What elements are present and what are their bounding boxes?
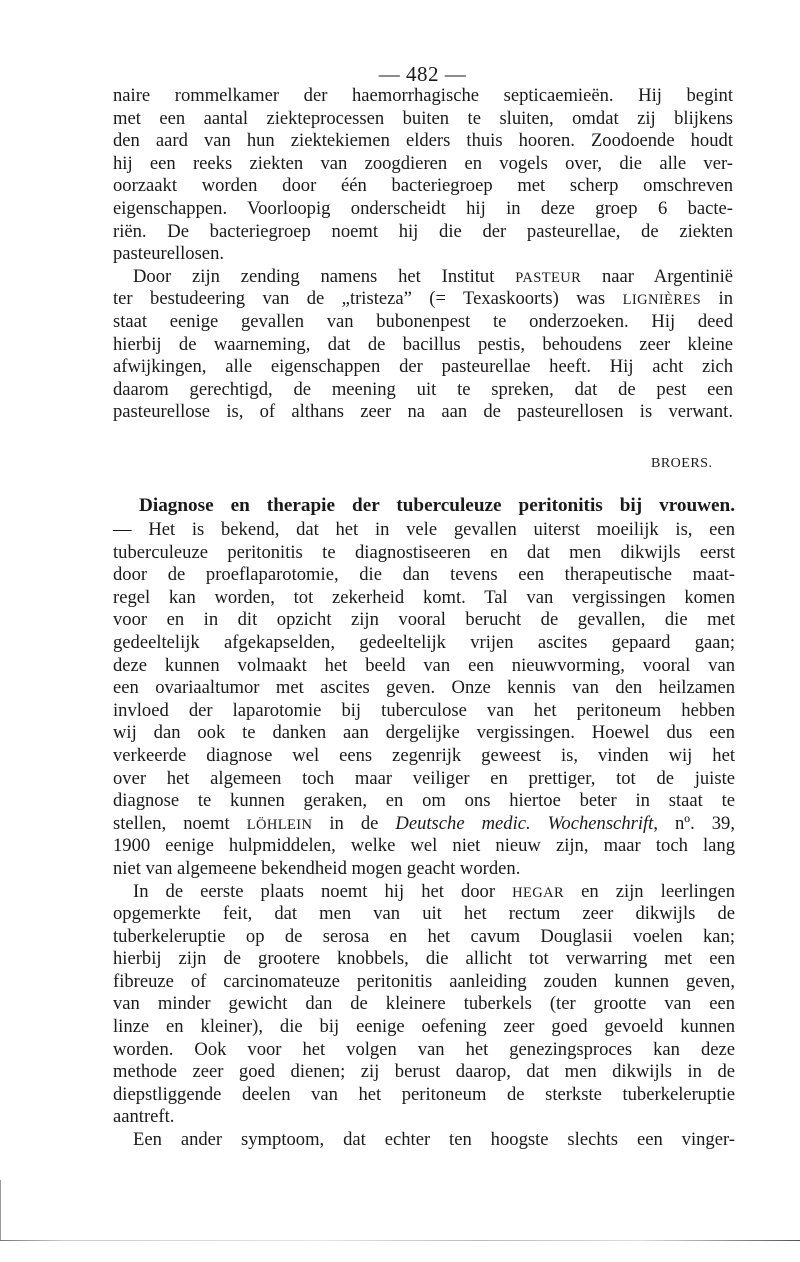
text-line: opgemerkte feit, dat men van uit het rectum zeer dikwijls de (113, 903, 735, 925)
scan-edge-mark (0, 1180, 1, 1240)
text-line: regel kan worden, tot zekerheid komt. Tal van vergissingen komen (113, 586, 735, 608)
text-line: tuberkeleruptie op de serosa en het cavum Douglasii voelen kan; (113, 925, 735, 947)
text-line: ter bestudeering van de „tristeza” (= Texaskoorts) was LIGNIÈRES in (113, 288, 733, 310)
text-line: afwijkingen, alle eigenschappen der pasteurellae heeft. Hij acht zich (113, 356, 733, 378)
author-name-hegar: HEGAR (512, 884, 565, 901)
text-line: hierbij zijn de grootere knobbels, die allicht tot verwarring met een (113, 948, 735, 970)
text-line: hierbij de waarneming, dat de bacillus pestis, behoudens zeer kleine (113, 333, 733, 355)
text-line: diepstliggende deelen van het peritoneum de sterkste tuberkeleruptie (113, 1083, 735, 1105)
text-line: Een ander symptoom, dat echter ten hoogste slechts een vinger- (133, 1129, 735, 1151)
author-signature: BROERS. (651, 456, 713, 471)
author-name-pasteur: PASTEUR (515, 269, 582, 286)
text-line: verkeerde diagnose wel eens zegenrijk geweest is, vinden wij het (113, 744, 735, 766)
text-line: staat eenige gevallen van bubonenpest te onderzoeken. Hij deed (113, 310, 733, 332)
text-line: diagnose te kunnen geraken, en om ons hiertoe beter in staat te (113, 790, 735, 812)
article (113, 495, 735, 1152)
text-line: riën. De bacteriegroep noemt hij die der pasteurellae, de ziekten (113, 220, 733, 242)
text-line: — Het is bekend, dat het in vele gevallen uiterst moeilijk is, een (113, 519, 735, 540)
text-line: den aard van hun ziektekiemen elders thuis hooren. Zoodoende houdt (113, 130, 733, 152)
text-line: methode zeer goed dienen; zij berust daarop, dat men dikwijls in de (113, 1061, 735, 1083)
text-line: pasteurellosen. (113, 243, 225, 265)
author-name-lohlein: LÖHLEIN (246, 816, 313, 833)
text-line: In de eerste plaats noemt hij het door HEGAR en zijn leerlingen (133, 880, 735, 902)
text-line: fibreuze of carcinomateuze peritonitis aanleiding zouden kunnen geven, (113, 970, 735, 992)
text-line: 1900 eenige hulpmiddelen, welke wel niet nieuw zijn, maar toch lang (113, 835, 735, 857)
text-line: pasteurellose is, of althans zeer na aan de pasteurellosen is verwant. (113, 401, 733, 423)
text-line: hij een reeks ziekten van zoogdieren en vogels over, die alle ver- (113, 152, 733, 174)
text-line: naire rommelkamer der haemorrhagische septicaemieën. Hij begint (113, 85, 733, 106)
text-line: worden. Ook voor het volgen van het genezingsproces kan deze (113, 1038, 735, 1060)
text-line: linze en kleiner), die bij eenige oefening zeer goed gevoeld kunnen (113, 1016, 735, 1038)
text-line: over het algemeen toch maar veiliger en prettiger, tot de juiste (113, 767, 735, 789)
text-line: een ovariaaltumor met ascites geven. Onze kennis van den heilzamen (113, 677, 735, 699)
text-line: invloed der laparotomie bij tuberculose van het peritoneum hebben (113, 699, 735, 721)
author-name-lignieres: LIGNIÈRES (622, 292, 702, 309)
text-line: voor en in dit opzicht zijn vooral berucht de gevallen, die met (113, 609, 735, 631)
article-continuation (113, 85, 733, 424)
text-line: wij dan ook te danken aan dergelijke vergissingen. Hoewel dus een (113, 722, 735, 744)
text-line: aantreft. (113, 1106, 175, 1128)
text-line: door de proeflaparotomie, die dan tevens een therapeutische maat- (113, 564, 735, 586)
text-line: tuberculeuze peritonitis te diagnostiseeren en dat men dikwijls eerst (113, 541, 735, 563)
text-line: niet van algemeene bekendheid mogen geacht worden. (113, 857, 521, 879)
page-number: — 482 — (378, 62, 467, 86)
text-line: Door zijn zending namens het Institut PASTEUR naar Argentinië (133, 265, 733, 287)
text-line: oorzaakt worden door één bacteriegroep met scherp omschreven (113, 175, 733, 197)
text-line: met een aantal ziekteprocessen buiten te sluiten, omdat zij blijkens (113, 107, 733, 129)
scan-bottom-edge (0, 1240, 800, 1241)
citation-line: stellen, noemt LÖHLEIN in de Deutsche medic. Wochenschrift, nº. 39, (113, 812, 735, 834)
text-line: eigenschappen. Voorloopig onderscheidt hij in deze groep 6 bacte- (113, 197, 733, 219)
text-line: gedeeltelijk afgekapselden, gedeeltelijk vrijen ascites gepaard gaan; (113, 631, 735, 653)
article-heading: Diagnose en therapie der tuberculeuze peritonitis bij vrouwen. (139, 495, 735, 516)
text-line: van minder gewicht dan de kleinere tuberkels (ter grootte van een (113, 993, 735, 1015)
text-line: deze kunnen volmaakt het beeld van een nieuwvorming, vooral van (113, 654, 735, 676)
text-line: daarom gerechtigd, de meening uit te spreken, dat de pest een (113, 378, 733, 400)
journal-title: Deutsche medic. Wochenschrift (395, 812, 654, 834)
